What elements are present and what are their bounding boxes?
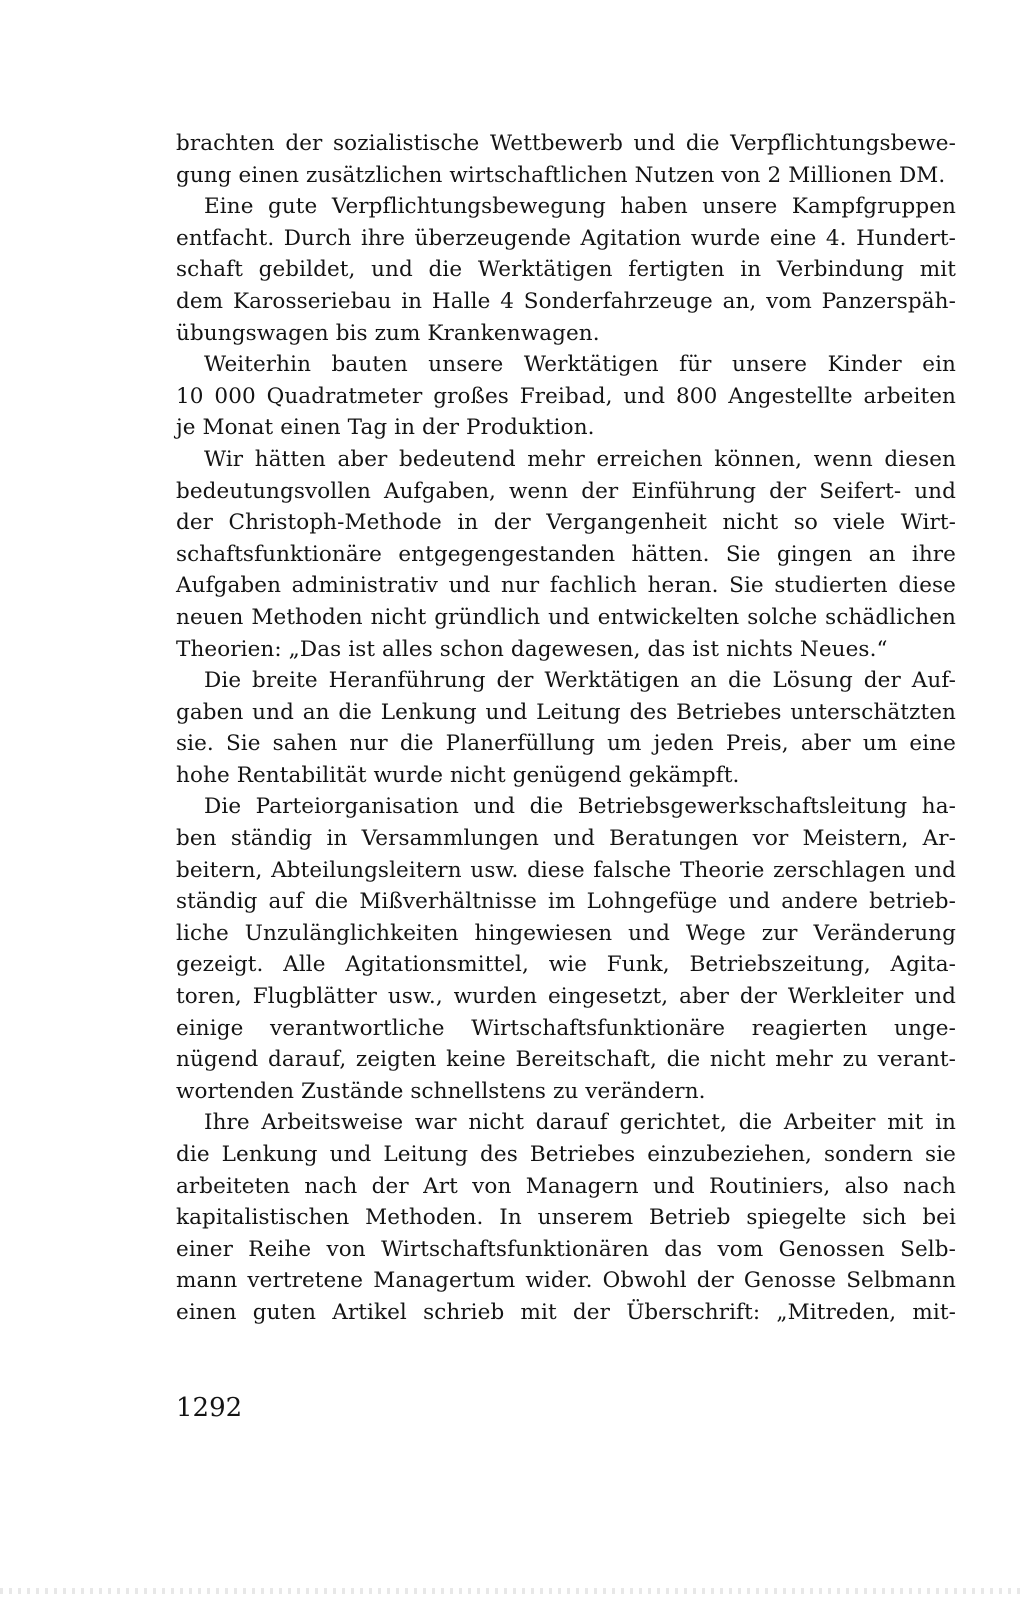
text-line: neuen Methoden nicht gründlich und entwickelten solche schädlichen	[176, 604, 956, 630]
text-line: sie. Sie sahen nur die Planerfüllung um jeden Preis, aber um eine	[176, 731, 956, 757]
text-line: 10 000 Quadratmeter großes Freibad, und 800 Angestellte arbeiten	[176, 383, 956, 409]
text-line: toren, Flugblätter usw., wurden eingesetzt, aber der Werkleiter und	[176, 984, 956, 1010]
text-line: übungswagen bis zum Krankenwagen.	[176, 320, 600, 346]
text-line: die Lenkung und Leitung des Betriebes einzubeziehen, sondern sie	[176, 1142, 956, 1167]
text-line: beitern, Abteilungsleitern usw. diese falsche Theorie zerschlagen und	[176, 857, 956, 883]
text-line: ständig auf die Mißverhältnisse im Lohngefüge und andere betrieb-	[176, 889, 956, 915]
text-line: Theorien: „Das ist alles schon dagewesen, das ist nichts Neues.“	[176, 636, 888, 662]
paragraph	[176, 665, 956, 791]
text-line: brachten der sozialistische Wettbewerb und die Verpflichtungsbewe-	[176, 131, 956, 156]
text-line: schaftsfunktionäre entgegengestanden hätten. Sie gingen an ihre	[176, 541, 956, 567]
paragraph	[176, 791, 956, 1107]
text-line: mann vertretene Managertum wider. Obwohl der Genosse Selbmann	[176, 1268, 956, 1294]
text-line: Die breite Heranführung der Werktätigen an die Lösung der Auf-	[204, 668, 956, 694]
text-line: einer Reihe von Wirtschaftsfunktionären das vom Genossen Selb-	[176, 1236, 956, 1262]
text-line: wortenden Zustände schnellstens zu verändern.	[176, 1078, 706, 1104]
text-line: gezeigt. Alle Agitationsmittel, wie Funk, Betriebszeitung, Agita-	[176, 952, 956, 978]
text-line: dem Karosseriebau in Halle 4 Sonderfahrzeuge an, vom Panzerspäh-	[176, 288, 956, 314]
text-line: Wir hätten aber bedeutend mehr erreichen können, wenn diesen	[204, 446, 956, 472]
text-line: entfacht. Durch ihre überzeugende Agitation wurde eine 4. Hundert-	[176, 225, 956, 251]
paragraph	[176, 1107, 956, 1328]
text-line: Ihre Arbeitsweise war nicht darauf gerichtet, die Arbeiter mit in	[204, 1110, 956, 1136]
text-line: arbeiteten nach der Art von Managern und Routiniers, also nach	[176, 1173, 956, 1199]
text-line: ben ständig in Versammlungen und Beratungen vor Meistern, Ar-	[176, 826, 956, 852]
text-line: Aufgaben administrativ und nur fachlich heran. Sie studierten diese	[176, 573, 956, 599]
text-line: hohe Rentabilität wurde nicht genügend gekämpft.	[176, 762, 740, 788]
paragraph	[176, 444, 956, 665]
body-text	[176, 128, 956, 1329]
page-number: 1292	[176, 1393, 243, 1423]
paragraph	[176, 349, 956, 444]
text-line: liche Unzulänglichkeiten hingewiesen und Wege zur Veränderung	[176, 920, 956, 946]
text-line: einen guten Artikel schrieb mit der Überschrift: „Mitreden, mit-	[176, 1299, 956, 1325]
text-line: je Monat einen Tag in der Produktion.	[176, 415, 595, 441]
scan-edge-artifact	[0, 1588, 1024, 1594]
text-line: Weiterhin bauten unsere Werktätigen für unsere Kinder ein	[204, 352, 956, 378]
text-line: gung einen zusätzlichen wirtschaftlichen Nutzen von 2 Millionen DM.	[176, 162, 946, 188]
text-line: nügend darauf, zeigten keine Bereitschaft, die nicht mehr zu verant-	[176, 1047, 956, 1073]
paragraph	[176, 191, 956, 349]
text-line: schaft gebildet, und die Werktätigen fertigten in Verbindung mit	[176, 257, 956, 283]
text-line: bedeutungsvollen Aufgaben, wenn der Einführung der Seifert- und	[176, 478, 956, 504]
text-line: der Christoph-Methode in der Vergangenheit nicht so viele Wirt-	[176, 510, 956, 536]
paragraph	[176, 128, 956, 191]
text-line: einige verantwortliche Wirtschaftsfunktionäre reagierten unge-	[176, 1015, 956, 1041]
text-line: Eine gute Verpflichtungsbewegung haben unsere Kampfgruppen	[204, 194, 956, 220]
text-line: kapitalistischen Methoden. In unserem Betrieb spiegelte sich bei	[176, 1205, 956, 1231]
text-line: gaben und an die Lenkung und Leitung des Betriebes unterschätzten	[176, 699, 956, 725]
text-line: Die Parteiorganisation und die Betriebsgewerkschaftsleitung ha-	[204, 794, 956, 820]
